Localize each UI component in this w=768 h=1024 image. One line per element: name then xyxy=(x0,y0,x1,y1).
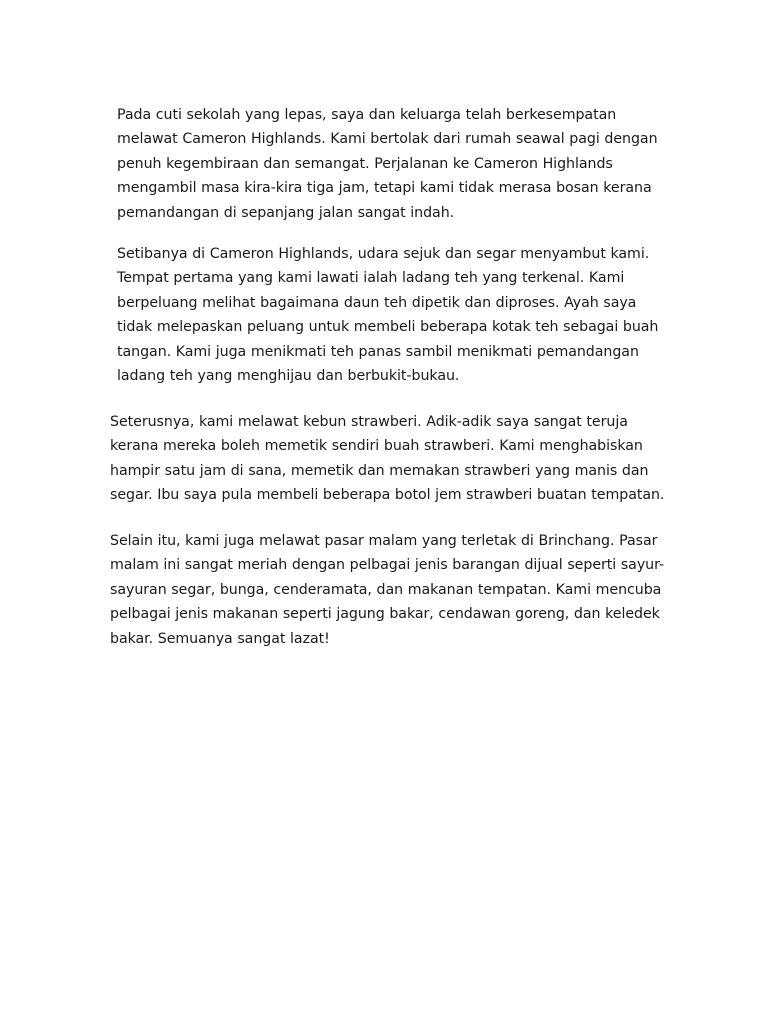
paragraph-4: Selain itu, kami juga melawat pasar malam yang terletak di Brinchang. Pasar malam ini sangat meriah dengan pelbagai jenis barangan dijual seperti sayur-sayuran segar, bunga, cenderamata, dan makanan tempatan. Kami mencuba pelbagai jenis makanan seperti jagung bakar, cendawan goreng, dan keledek bakar. Semuanya sangat lazat! xyxy=(110,533,665,647)
paragraph-2: Setibanya di Cameron Highlands, udara sejuk dan segar menyambut kami. Tempat pertama yang kami lawati ialah ladang teh yang terkenal. Kami berpeluang melihat bagaimana daun teh dipetik dan diproses. Ayah saya tidak melepaskan peluang untuk membeli beberapa kotak teh sebagai buah tangan. Kami juga menikmati teh panas sambil menikmati pemandangan ladang teh yang menghijau dan berbukit-bukau. xyxy=(117,246,659,385)
paragraph-1: Pada cuti sekolah yang lepas, saya dan keluarga telah berkesempatan melawat Cameron Highlands. Kami bertolak dari rumah seawal pagi dengan penuh kegembiraan dan semangat. Perjalanan ke Cameron Highlands mengambil masa kira-kira tiga jam, tetapi kami tidak merasa bosan kerana pemandangan di sepanjang jalan sangat indah. xyxy=(117,107,658,221)
paragraph-3: Seterusnya, kami melawat kebun strawberi. Adik-adik saya sangat teruja kerana mereka boleh memetik sendiri buah strawberi. Kami menghabiskan hampir satu jam di sana, memetik dan memakan strawberi yang manis dan segar. Ibu saya pula membeli beberapa botol jem strawberi buatan tempatan. xyxy=(110,414,665,504)
